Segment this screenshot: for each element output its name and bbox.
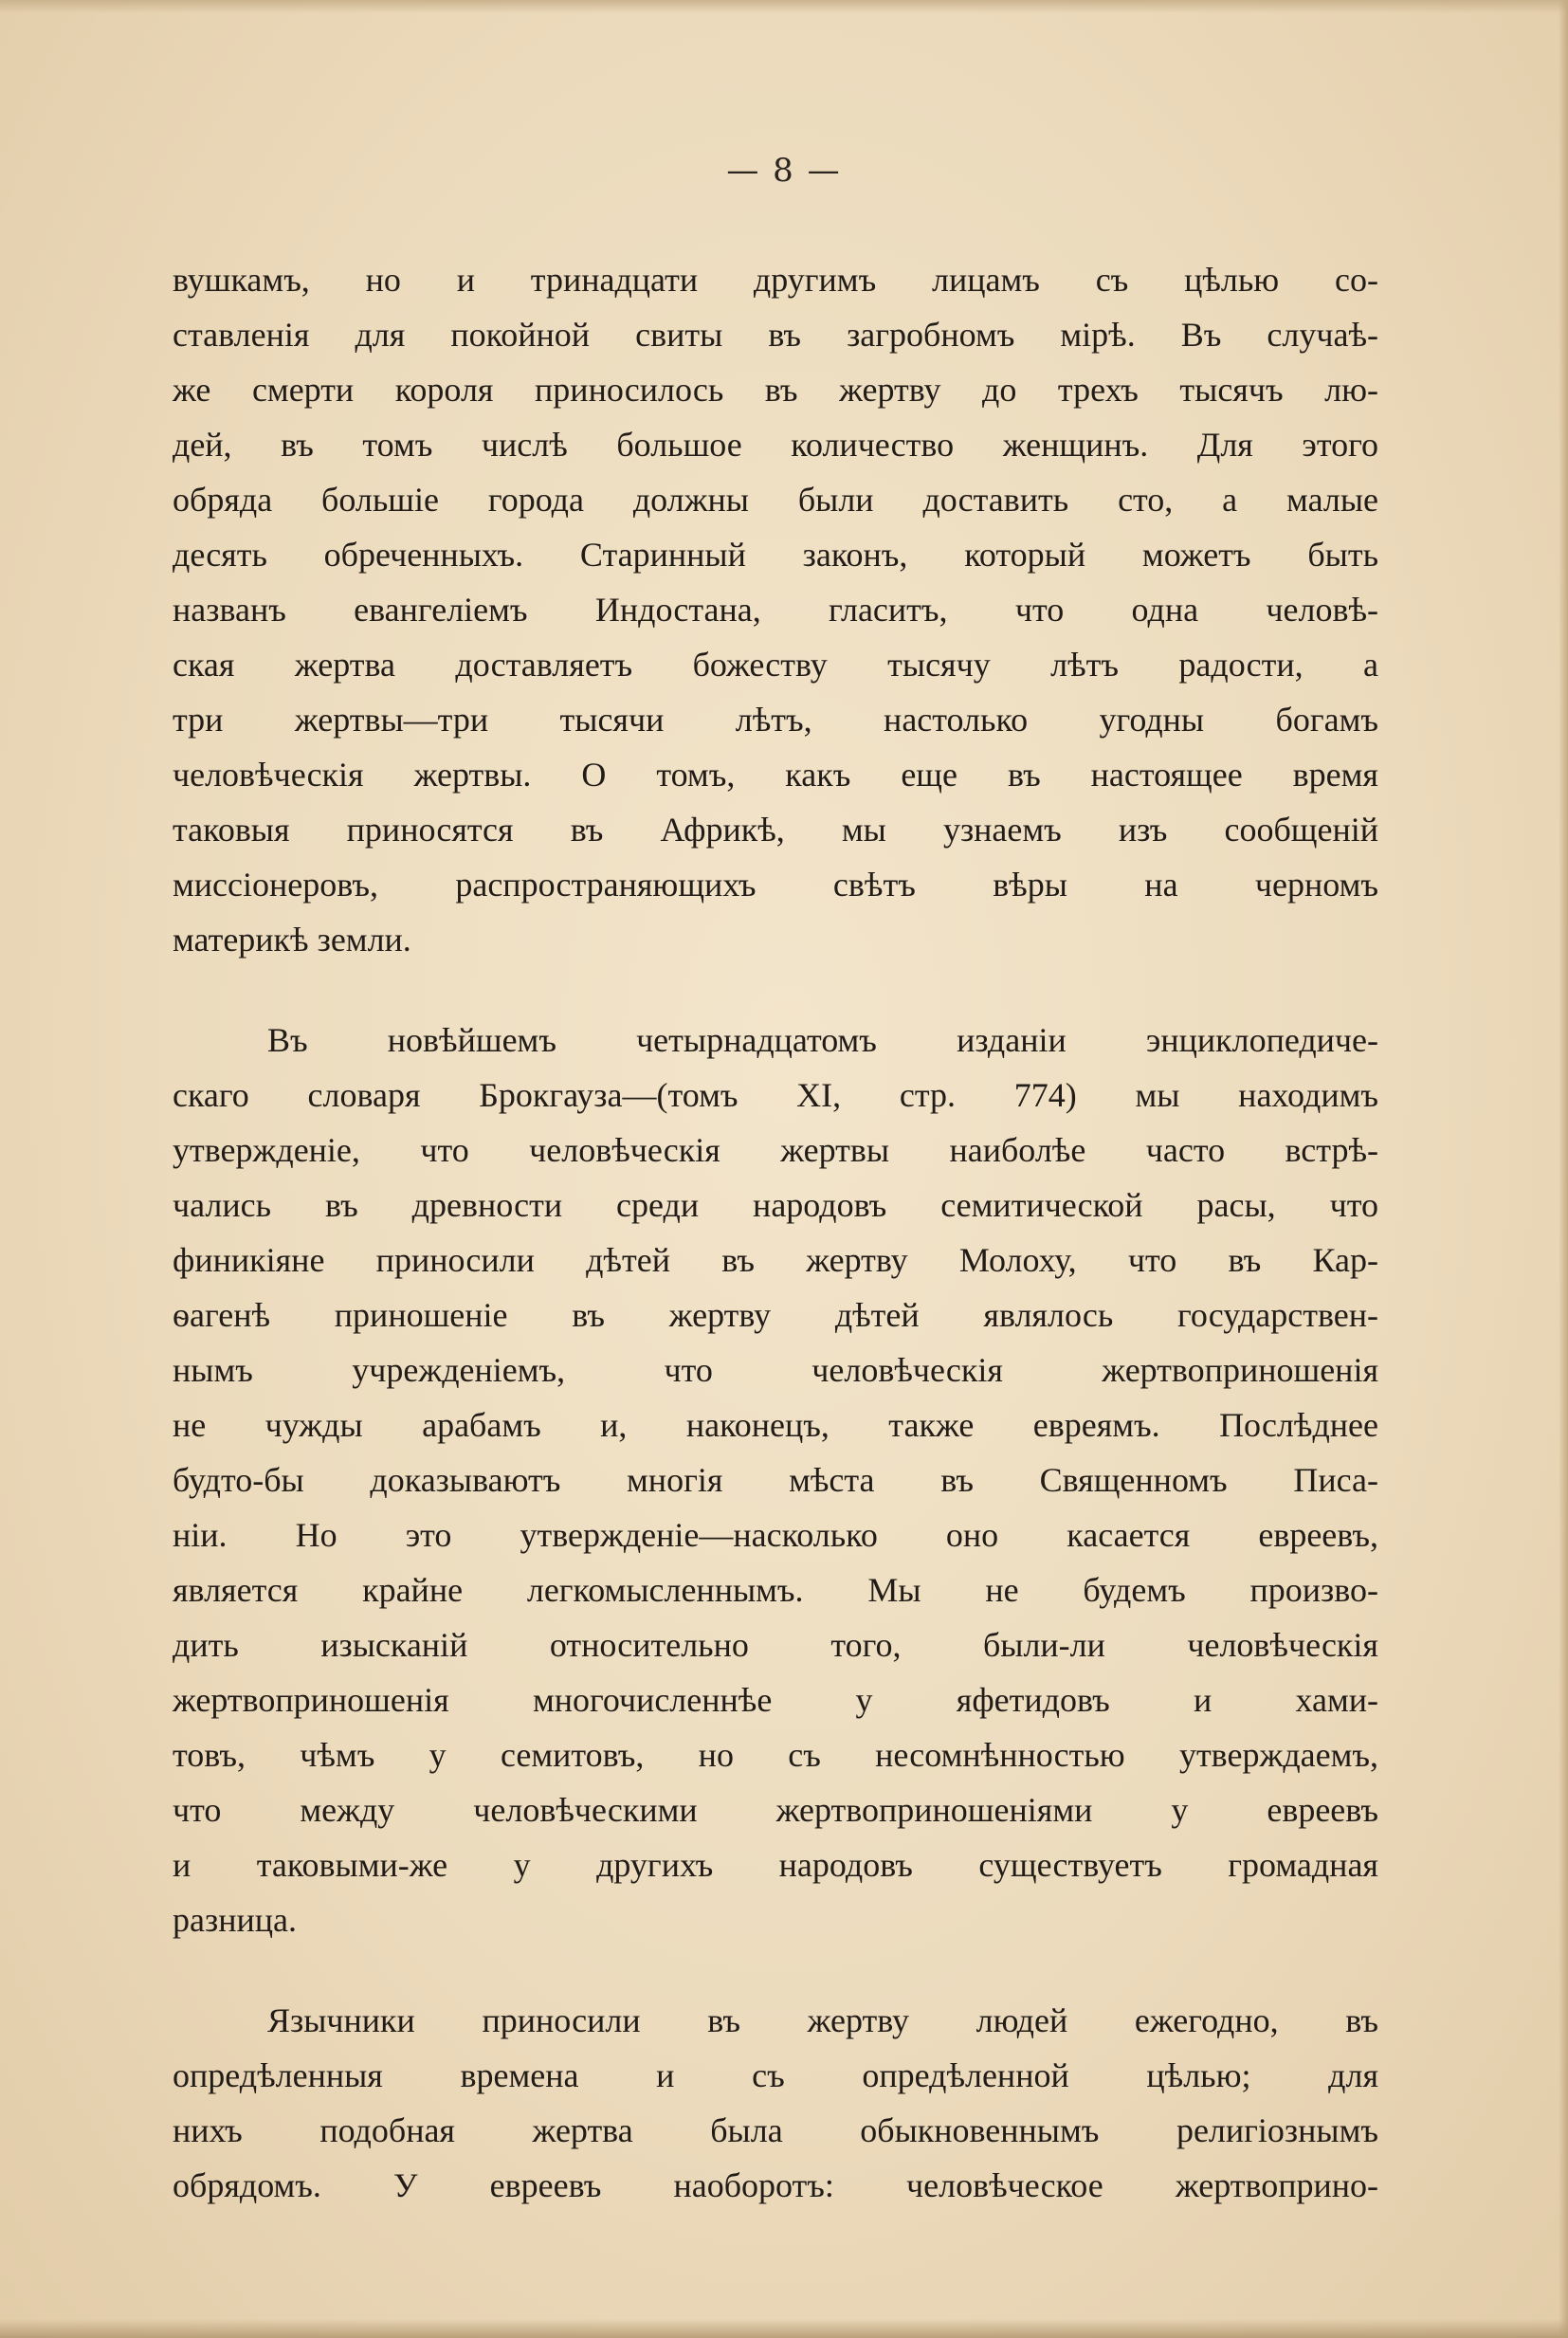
text-line: обряда большіе города должны были доставить сто, а малые bbox=[173, 481, 1378, 519]
text-line: что между человѣческими жертвоприношеніями у евреевъ bbox=[173, 1791, 1378, 1829]
paragraph-3 bbox=[173, 1993, 1378, 2213]
text-line: финикіяне приносили дѣтей въ жертву Молоху, что въ Кар- bbox=[173, 1241, 1378, 1279]
paragraph-gap bbox=[173, 967, 1378, 1013]
text-line: обрядомъ. У евреевъ наоборотъ: человѣческое жертвоприно- bbox=[173, 2166, 1378, 2204]
text-line: названъ евангеліемъ Индостана, гласитъ, что одна человѣ- bbox=[173, 591, 1378, 629]
text-line: нымъ учрежденіемъ, что человѣческія жертвоприношенія bbox=[173, 1351, 1378, 1389]
text-line: таковыя приносятся въ Африкѣ, мы узнаемъ изъ сообщеній bbox=[173, 811, 1378, 849]
text-line: дей, въ томъ числѣ большое количество женщинъ. Для этого bbox=[173, 426, 1378, 464]
text-line: Въ новѣйшемъ четырнадцатомъ изданіи энциклопедиче- bbox=[267, 1021, 1378, 1059]
text-line: ская жертва доставляетъ божеству тысячу лѣтъ радости, а bbox=[173, 646, 1378, 684]
text-line: утвержденіе, что человѣческія жертвы наиболѣе часто встрѣ- bbox=[173, 1131, 1378, 1169]
text-line: дить изысканій относительно того, были-ли человѣческія bbox=[173, 1626, 1378, 1664]
text-line: нихъ подобная жертва была обыкновеннымъ религіознымъ bbox=[173, 2111, 1378, 2149]
text-line: является крайне легкомысленнымъ. Мы не будемъ произво- bbox=[173, 1571, 1378, 1609]
page-right-edge bbox=[1559, 0, 1568, 2338]
text-line: не чужды арабамъ и, наконецъ, также евреямъ. Послѣднее bbox=[173, 1406, 1378, 1444]
paragraph-2 bbox=[173, 1013, 1378, 1947]
paragraph-1 bbox=[173, 252, 1378, 967]
text-line: разница. bbox=[173, 1901, 297, 1939]
text-line: миссіонеровъ, распространяющихъ свѣтъ вѣры на черномъ bbox=[173, 866, 1378, 904]
text-line: ѳагенѣ приношеніе въ жертву дѣтей являлось государствен- bbox=[173, 1296, 1378, 1334]
text-line: и таковыми-же у другихъ народовъ существуетъ громадная bbox=[173, 1846, 1378, 1884]
text-line: жертвоприношенія многочисленнѣе у яфетидовъ и хами- bbox=[173, 1681, 1378, 1719]
text-line: чались въ древности среди народовъ семитической расы, что bbox=[173, 1186, 1378, 1224]
text-line: опредѣленныя времена и съ опредѣленной цѣлью; для bbox=[173, 2056, 1378, 2094]
text-line: товъ, чѣмъ у семитовъ, но съ несомнѣнностью утверждаемъ, bbox=[173, 1736, 1378, 1774]
text-line: вушкамъ, но и тринадцати другимъ лицамъ съ цѣлью со- bbox=[173, 261, 1378, 299]
page-bottom-edge bbox=[0, 2319, 1568, 2338]
text-line: ставленія для покойной свиты въ загробномъ мірѣ. Въ случаѣ- bbox=[173, 316, 1378, 354]
page-number: — 8 — bbox=[726, 152, 842, 190]
text-line: будто-бы доказываютъ многія мѣста въ Священномъ Писа- bbox=[173, 1461, 1378, 1499]
text-line: материкѣ земли. bbox=[173, 921, 411, 959]
text-line: скаго словаря Брокгауза—(томъ XI, стр. 774) мы находимъ bbox=[173, 1076, 1378, 1114]
text-line: человѣческія жертвы. О томъ, какъ еще въ настоящее время bbox=[173, 756, 1378, 794]
text-line: же смерти короля приносилось въ жертву до трехъ тысячъ лю- bbox=[173, 371, 1378, 409]
page-top-edge bbox=[0, 0, 1568, 13]
paragraph-gap bbox=[173, 1947, 1378, 1993]
body-text bbox=[173, 252, 1378, 2213]
text-line: десять обреченныхъ. Старинный законъ, который можетъ быть bbox=[173, 536, 1378, 574]
text-line: ніи. Но это утвержденіе—насколько оно касается евреевъ, bbox=[173, 1516, 1378, 1554]
text-line: три жертвы—три тысячи лѣтъ, настолько угодны богамъ bbox=[173, 701, 1378, 739]
text-line: Язычники приносили въ жертву людей ежегодно, въ bbox=[267, 2001, 1378, 2039]
